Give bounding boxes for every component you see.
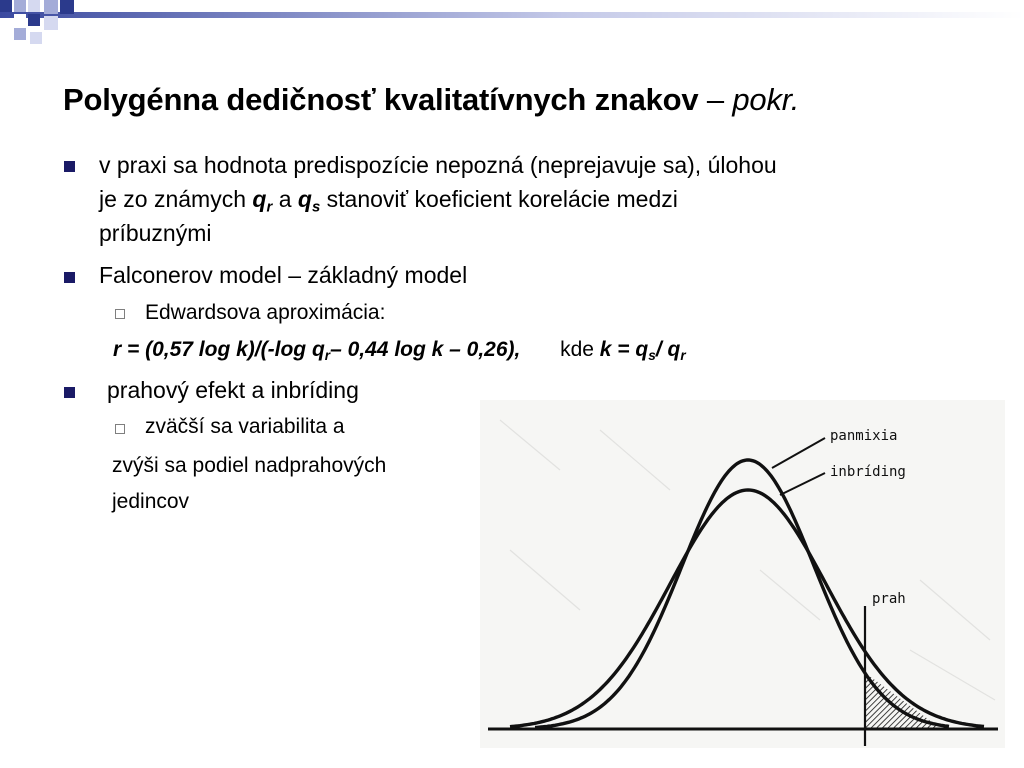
title-italic: pokr. <box>732 82 800 117</box>
qs-symbol: $q_s$ <box>297 186 321 216</box>
prah-label: prah <box>872 591 906 607</box>
formula-k: $k = q_s/$ $q_r$ <box>599 338 686 364</box>
bullet-square <box>64 161 75 172</box>
bullet3-cont1: zvýši sa podiel nadprahových <box>112 454 387 477</box>
bullet-square <box>64 272 75 283</box>
bullet2-text: Falconerov model – základný model <box>99 262 468 288</box>
bullet3-cont2: jedincov <box>112 490 190 513</box>
figure-background <box>480 400 1005 748</box>
panmixia-label: panmixia <box>830 428 898 444</box>
qr-symbol: $q_r$ <box>252 186 273 216</box>
title-main: Polygénna dedičnosť kvalitatívnych znakov <box>63 82 699 117</box>
formula-part1: r = (0,57 log k)/(-log $q_r-$ 0,44 log k – 0,26), <box>113 338 521 364</box>
bullet2-sub1: Edwardsova aproximácia: <box>145 301 386 324</box>
threshold-distribution-figure <box>480 400 1005 748</box>
bullet-square <box>64 387 75 398</box>
bullet1-line1: v praxi sa hodnota predispozície nepozná (neprejavuje sa), úlohou <box>99 152 777 178</box>
formula <box>113 338 686 362</box>
bullet1-a: a <box>278 186 292 212</box>
bullet1-line2 <box>99 186 678 216</box>
bullet3-sub1: zväčší sa variabilita a <box>145 415 345 438</box>
formula-kde: kde <box>560 338 594 361</box>
title-dash: – <box>706 82 724 117</box>
bullet1-pre: je zo známych <box>99 186 247 212</box>
slide-title <box>63 78 799 122</box>
header-decoration <box>0 0 1024 50</box>
sub-bullet-box <box>115 424 125 434</box>
bullet1-line3: príbuznými <box>99 220 212 246</box>
bullet3-text: prahový efekt a inbríding <box>107 377 359 403</box>
sub-bullet-box <box>115 309 125 319</box>
bullet1-post: stanoviť koeficient korelácie medzi <box>326 186 678 212</box>
inbriding-label: inbríding <box>830 464 906 480</box>
